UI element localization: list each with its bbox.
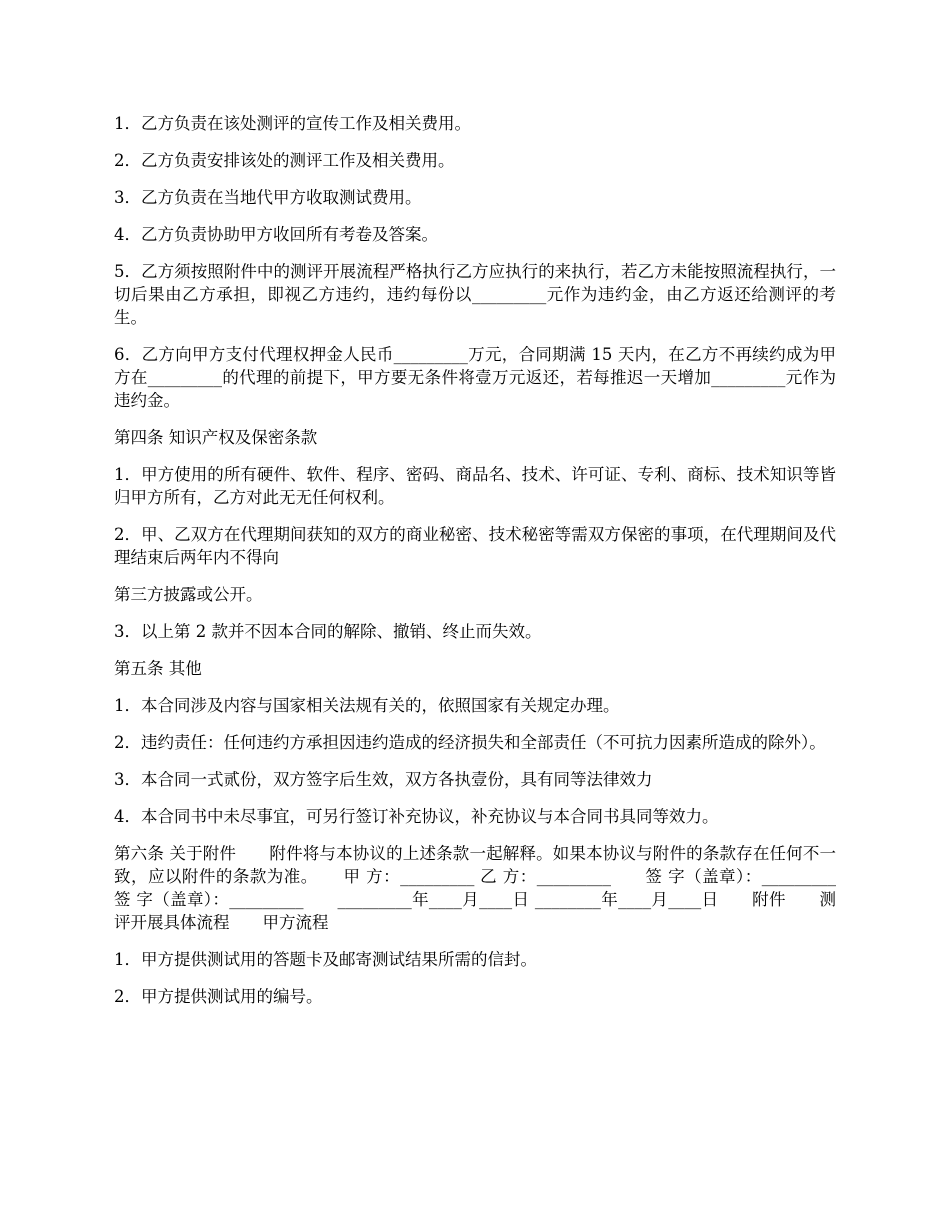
paragraph-clause-3-2: 2．乙方负责安排该处的测评工作及相关费用。 — [114, 151, 455, 170]
section-heading-article-4: 第四条 知识产权及保密条款 — [114, 428, 318, 447]
paragraph-clause-4-2-continued: 第三方披露或公开。 — [114, 585, 263, 604]
paragraph-clause-4-2: 2．甲、乙双方在代理期间获知的双方的商业秘密、技术秘密等需双方保密的事项，在代理期间及代理结束后两年内不得向 — [114, 525, 836, 567]
paragraph-clause-4-1: 1．甲方使用的所有硬件、软件、程序、密码、商品名、技术、许可证、专利、商标、技术知识等皆归甲方所有，乙方对此无无任何权利。 — [114, 465, 836, 507]
paragraph-article-6-signatures: 第六条 关于附件 附件将与本协议的上述条款一起解释。如果本协议与附件的条款存在任何不一致，应以附件的条款为准。 甲 方：_________ 乙 方：_________ 签 字（盖章）：_________ 签 字（盖章）：_________ _________年____月____日 ________年____月____日 附件 测评开展具体流程 甲方流程 — [114, 844, 836, 932]
section-heading-article-5: 第五条 其他 — [114, 659, 202, 678]
paragraph-clause-3-4: 4．乙方负责协助甲方收回所有考卷及答案。 — [114, 225, 438, 244]
paragraph-clause-3-3: 3．乙方负责在当地代甲方收取测试费用。 — [114, 188, 422, 207]
paragraph-party-a-process-1: 1．甲方提供测试用的答题卡及邮寄测试结果所需的信封。 — [114, 950, 537, 969]
paragraph-clause-5-3: 3．本合同一式贰份，双方签字后生效，双方各执壹份，具有同等法律效力 — [114, 770, 653, 789]
paragraph-clause-4-3: 3．以上第 2 款并不因本合同的解除、撤销、终止而失效。 — [114, 622, 542, 641]
paragraph-clause-5-4: 4．本合同书中未尽事宜，可另行签订补充协议，补充协议与本合同书具同等效力。 — [114, 807, 719, 826]
paragraph-clause-3-6: 6．乙方向甲方支付代理权押金人民币_________万元，合同期满 15 天内，在乙方不再续约成为甲方在_________的代理的前提下，甲方要无条件将壹万元返还，若每推迟一天增加_________元作为违约金。 — [114, 345, 836, 410]
document-body — [114, 112, 836, 1022]
paragraph-party-a-process-2: 2．甲方提供测试用的编号。 — [114, 987, 323, 1006]
paragraph-clause-3-5: 5．乙方须按照附件中的测评开展流程严格执行乙方应执行的来执行，若乙方未能按照流程执行，一切后果由乙方承担，即视乙方违约，违约每份以_________元作为违约金，由乙方返还给测评的考生。 — [114, 262, 836, 327]
paragraph-clause-5-1: 1．本合同涉及内容与国家相关法规有关的，依照国家有关规定办理。 — [114, 696, 620, 715]
paragraph-clause-3-1: 1．乙方负责在该处测评的宣传工作及相关费用。 — [114, 114, 471, 133]
paragraph-clause-5-2: 2．违约责任：任何违约方承担因违约造成的经济损失和全部责任（不可抗力因素所造成的除外）。 — [114, 733, 826, 752]
